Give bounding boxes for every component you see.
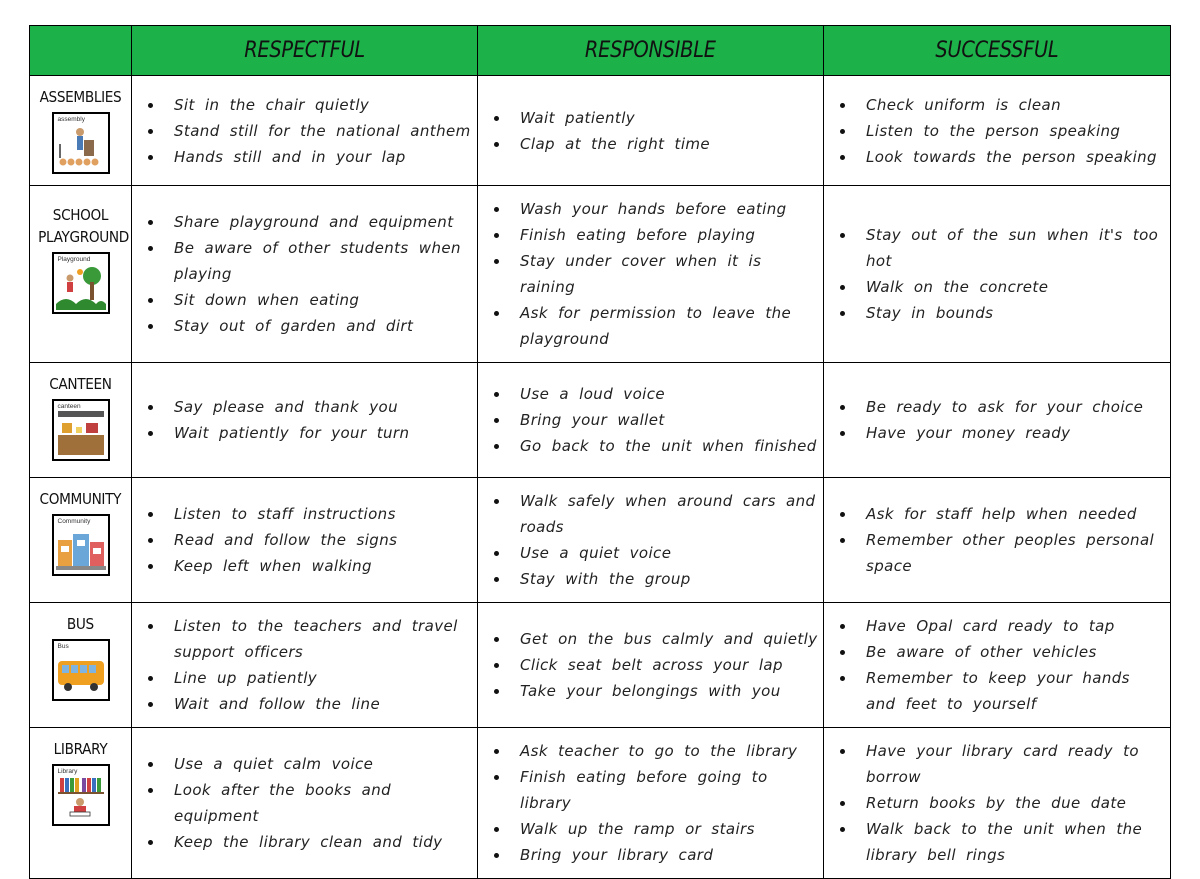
successful-list xyxy=(824,384,1170,456)
list-item: Listen to the person speaking xyxy=(838,118,1166,144)
list-item: Sit in the chair quietly xyxy=(146,92,473,118)
list-item: Be aware of other vehicles xyxy=(838,639,1166,665)
list-item: Ask teacher to go to the library xyxy=(492,738,819,764)
list-item: Say please and thank you xyxy=(146,394,473,420)
setting-name-line: SCHOOL xyxy=(52,206,109,224)
respectful-list xyxy=(132,741,477,865)
picture-caption: assembly xyxy=(57,116,85,123)
setting-name-line: ASSEMBLIES xyxy=(39,88,122,106)
successful-cell xyxy=(824,186,1171,363)
responsible-list xyxy=(478,728,823,878)
list-item: Be ready to ask for your choice xyxy=(838,394,1166,420)
table-row xyxy=(30,728,1171,879)
successful-list xyxy=(824,728,1170,878)
assembly-icon xyxy=(52,112,110,174)
community-icon xyxy=(52,514,110,576)
setting-name xyxy=(32,738,129,760)
list-item: Remember other peoples personal space xyxy=(838,527,1166,579)
responsible-list xyxy=(478,186,823,362)
respectful-list xyxy=(132,491,477,589)
setting-name-line: BUS xyxy=(67,615,94,633)
responsible-list xyxy=(478,371,823,469)
list-item: Ask for permission to leave the playground xyxy=(492,300,819,352)
responsible-cell xyxy=(478,186,824,363)
list-item: Wait and follow the line xyxy=(146,691,473,717)
picture-caption: canteen xyxy=(57,403,81,410)
table-row xyxy=(30,478,1171,603)
responsible-list xyxy=(478,478,823,602)
successful-cell xyxy=(824,728,1171,879)
picture-caption: Community xyxy=(57,518,91,525)
list-item: Remember to keep your hands and feet to yourself xyxy=(838,665,1166,717)
picture-caption: Bus xyxy=(57,643,69,650)
respectful-cell xyxy=(132,76,478,186)
respectful-list xyxy=(132,199,477,349)
respectful-list xyxy=(132,384,477,456)
list-item: Share playground and equipment xyxy=(146,209,473,235)
list-item: Bring your library card xyxy=(492,842,819,868)
successful-cell xyxy=(824,603,1171,728)
list-item: Look towards the person speaking xyxy=(838,144,1166,170)
list-item: Have Opal card ready to tap xyxy=(838,613,1166,639)
list-item: Get on the bus calmly and quietly xyxy=(492,626,819,652)
respectful-cell xyxy=(132,186,478,363)
responsible-cell xyxy=(478,363,824,478)
table-row xyxy=(30,363,1171,478)
header-responsible: RESPONSIBLE xyxy=(478,26,824,76)
setting-cell xyxy=(30,76,132,186)
list-item: Return books by the due date xyxy=(838,790,1166,816)
header-respectful: RESPECTFUL xyxy=(132,26,478,76)
list-item: Have your money ready xyxy=(838,420,1166,446)
setting-cell xyxy=(30,728,132,879)
setting-name-line: PLAYGROUND xyxy=(38,228,129,246)
responsible-cell xyxy=(478,603,824,728)
list-item: Stay under cover when it is raining xyxy=(492,248,819,300)
list-item: Stay out of garden and dirt xyxy=(146,313,473,339)
successful-cell xyxy=(824,478,1171,603)
list-item: Listen to staff instructions xyxy=(146,501,473,527)
library-icon xyxy=(52,764,110,826)
responsible-list xyxy=(478,95,823,167)
respectful-cell xyxy=(132,603,478,728)
setting-name xyxy=(32,373,129,395)
setting-name xyxy=(32,204,129,248)
successful-cell xyxy=(824,76,1171,186)
list-item: Take your belongings with you xyxy=(492,678,819,704)
canteen-icon xyxy=(52,399,110,461)
responsible-cell xyxy=(478,728,824,879)
successful-list xyxy=(824,491,1170,589)
list-item: Wait patiently for your turn xyxy=(146,420,473,446)
list-item: Walk up the ramp or stairs xyxy=(492,816,819,842)
list-item: Walk on the concrete xyxy=(838,274,1166,300)
responsible-cell xyxy=(478,76,824,186)
list-item: Use a quiet voice xyxy=(492,540,819,566)
successful-list xyxy=(824,603,1170,727)
list-item: Sit down when eating xyxy=(146,287,473,313)
list-item: Use a loud voice xyxy=(492,381,819,407)
bus-icon xyxy=(52,639,110,701)
table-row xyxy=(30,186,1171,363)
setting-name-line: LIBRARY xyxy=(53,740,108,758)
setting-name-line: COMMUNITY xyxy=(39,490,122,508)
table-row xyxy=(30,603,1171,728)
list-item: Use a quiet calm voice xyxy=(146,751,473,777)
setting-name-line: CANTEEN xyxy=(49,375,112,393)
list-item: Go back to the unit when finished xyxy=(492,433,819,459)
list-item: Stay with the group xyxy=(492,566,819,592)
respectful-cell xyxy=(132,728,478,879)
responsible-cell xyxy=(478,478,824,603)
setting-cell xyxy=(30,603,132,728)
list-item: Finish eating before going to library xyxy=(492,764,819,816)
list-item: Have your library card ready to borrow xyxy=(838,738,1166,790)
list-item: Click seat belt across your lap xyxy=(492,652,819,678)
list-item: Check uniform is clean xyxy=(838,92,1166,118)
list-item: Walk back to the unit when the library bell rings xyxy=(838,816,1166,868)
respectful-cell xyxy=(132,478,478,603)
list-item: Listen to the teachers and travel support officers xyxy=(146,613,473,665)
list-item: Finish eating before playing xyxy=(492,222,819,248)
list-item: Read and follow the signs xyxy=(146,527,473,553)
setting-name xyxy=(32,86,129,108)
table-row xyxy=(30,76,1171,186)
list-item: Be aware of other students when playing xyxy=(146,235,473,287)
playground-icon xyxy=(52,252,110,314)
list-item: Keep the library clean and tidy xyxy=(146,829,473,855)
list-item: Ask for staff help when needed xyxy=(838,501,1166,527)
list-item: Stand still for the national anthem xyxy=(146,118,473,144)
list-item: Stay out of the sun when it's too hot xyxy=(838,222,1166,274)
list-item: Walk safely when around cars and roads xyxy=(492,488,819,540)
picture-caption: Playground xyxy=(57,256,91,263)
respectful-cell xyxy=(132,363,478,478)
list-item: Clap at the right time xyxy=(492,131,819,157)
setting-name xyxy=(32,613,129,635)
list-item: Keep left when walking xyxy=(146,553,473,579)
picture-caption: Library xyxy=(57,768,78,775)
successful-list xyxy=(824,82,1170,180)
header-corner-cell xyxy=(30,26,132,76)
list-item: Line up patiently xyxy=(146,665,473,691)
setting-cell xyxy=(30,186,132,363)
header-row xyxy=(30,26,1171,76)
setting-cell xyxy=(30,363,132,478)
header-successful: SUCCESSFUL xyxy=(824,26,1171,76)
successful-cell xyxy=(824,363,1171,478)
responsible-list xyxy=(478,616,823,714)
list-item: Hands still and in your lap xyxy=(146,144,473,170)
successful-list xyxy=(824,212,1170,336)
setting-name xyxy=(32,488,129,510)
list-item: Bring your wallet xyxy=(492,407,819,433)
list-item: Look after the books and equipment xyxy=(146,777,473,829)
list-item: Wait patiently xyxy=(492,105,819,131)
respectful-list xyxy=(132,603,477,727)
respectful-list xyxy=(132,82,477,180)
setting-cell xyxy=(30,478,132,603)
list-item: Wash your hands before eating xyxy=(492,196,819,222)
list-item: Stay in bounds xyxy=(838,300,1166,326)
behaviour-matrix-table xyxy=(29,25,1171,879)
